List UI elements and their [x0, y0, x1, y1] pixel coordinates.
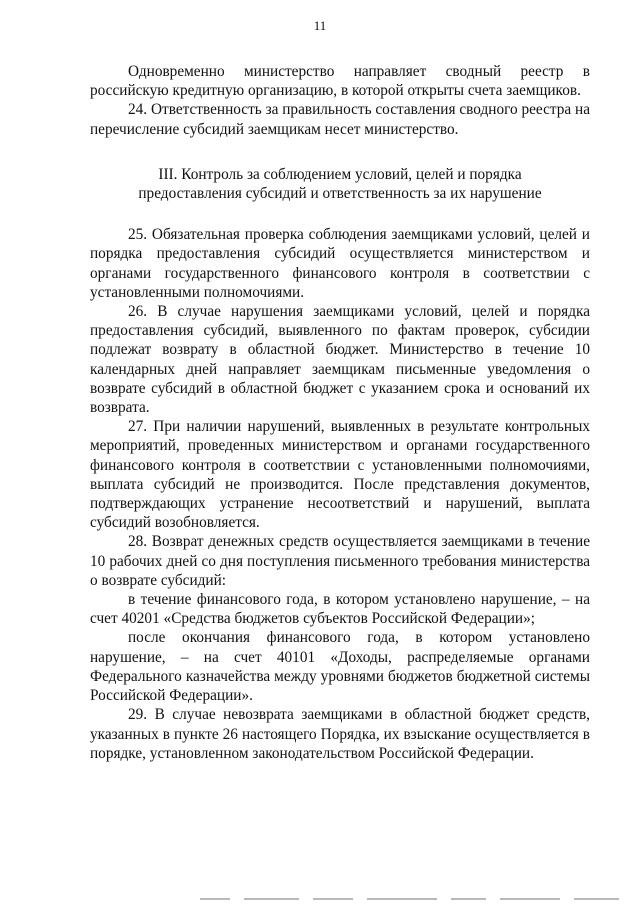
paragraph-registry-sent: Одновременно министерство направляет сводный реестр в российскую кредитную организацию, в которой открыты счета заемщиков. [90, 63, 590, 100]
section-heading-line-2: предоставления субсидий и ответственность за их нарушение [138, 185, 542, 203]
scan-mark [244, 898, 299, 900]
scan-mark [451, 898, 486, 900]
scan-edge-marks [200, 898, 630, 902]
paragraph-24: 24. Ответственность за правильность составления сводного реестра на перечисление субсидий заемщикам несет министерство. [90, 101, 590, 138]
scan-mark [200, 898, 230, 900]
scan-mark [367, 898, 437, 900]
paragraph-26: 26. В случае нарушения заемщиками условий, целей и порядка предоставления субсидий, выявленного по фактам проверок, субсидии подлежат возврату в областной бюджет. Министерство в течение 10 календарных дней направляет заемщикам письменные уведомления о возврате субсидий в областной бюджет с указанием срока и оснований их возврата. [90, 303, 590, 417]
paragraph-28-account-40101: после окончания финансового года, в котором установлено нарушение, – на счет 40101 «Доходы, распределяемые органами Федерального казначейства между уровнями бюджетов бюджетной системы Российской Федерации». [90, 629, 590, 705]
paragraph-25: 25. Обязательная проверка соблюдения заемщиками условий, целей и порядка предоставления субсидий осуществляется министерством и органами государственного финансового контроля в соответствии с установленными полномочиями. [90, 226, 590, 301]
scan-mark [574, 898, 619, 900]
document-body [90, 62, 590, 763]
scan-mark [500, 898, 560, 900]
paragraph-27: 27. При наличии нарушений, выявленных в результате контрольных мероприятий, проведенных министерством и органами государственного финансового контроля в соответствии с установленными полномочиями, выплата субсидий не производится. После представления документов, подтверждающих устранение несоответствий и нарушений, выплата субсидий возобновляется. [90, 418, 590, 532]
section-heading [90, 165, 590, 203]
paragraph-28: 28. Возврат денежных средств осуществляется заемщиками в течение 10 рабочих дней со дня поступления письменного требования министерства о возврате субсидий: [90, 533, 590, 589]
page-number: 11 [313, 18, 327, 33]
scan-mark [313, 898, 353, 900]
section-heading-line-1: III. Контроль за соблюдением условий, целей и порядка [158, 165, 522, 183]
paragraph-29: 29. В случае невозврата заемщиками в областной бюджет средств, указанных в пункте 26 настоящего Порядка, их взыскание осуществляется в порядке, установленном законодательством Российской Федерации. [90, 706, 590, 762]
paragraph-28-account-40201: в течение финансового года, в котором установлено нарушение, – на счет 40201 «Средства бюджетов субъектов Российской Федерации»; [90, 591, 590, 628]
